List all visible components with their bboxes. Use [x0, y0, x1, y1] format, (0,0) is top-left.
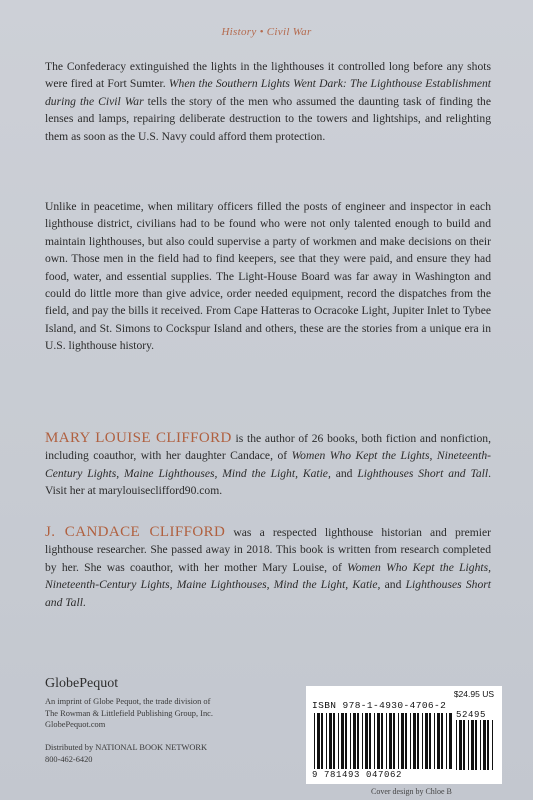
book-title: When the Southern Lights Went Dark: The Lighthouse Establishment during the Civil War	[45, 77, 491, 108]
bio1-last-book: Lighthouses Short and Tall	[357, 466, 489, 480]
description-paragraph-2: Unlike in peacetime, when military officers filled the posts of engineer and inspector in each lighthouse district, civilians had to be found who were not only talented enough to build and maintain lighthouses, but also could supervise a party of workmen and make decisions on their own. Those men in the field had to find keepers, see that they were paid, and ensure they had food, water, and essential supplies. The Light-House Board was far away in Washington and could do little more than give advice, order needed equipment, record the dispatches from the field, and pay the bills it received. From Cape Hatteras to Ocracoke Light, Jupiter Inlet to Tybee Island, and St. Simons to Cockspur Island and others, these are the stories from a unique era in U.S. lighthouse history.	[45, 200, 491, 353]
author-name-1: MARY LOUISE CLIFFORD	[45, 430, 232, 446]
distributor-line-2: 800-462-6420	[45, 754, 93, 764]
price-label: $24.95 US	[453, 689, 494, 699]
author-bio-1	[45, 430, 491, 500]
author-name-2: J. CANDACE CLIFFORD	[45, 524, 226, 540]
publisher-line-3: GlobePequot.com	[45, 720, 106, 730]
publisher-info	[45, 696, 213, 731]
bio1-books: Women Who Kept the Lights, Nineteenth-Century Lights, Maine Lighthouses, Mind the Light, Katie,	[45, 449, 491, 480]
ean-number: 9 781493 047062	[312, 770, 403, 780]
publisher-logo: GlobePequot	[45, 676, 119, 691]
cover-design-credit: Cover design by Chloe B	[371, 787, 452, 796]
distributor-line-1: Distributed by NATIONAL BOOK NETWORK	[45, 743, 208, 752]
bio1-text-b: . Visit her at marylouiseclifford90.com.	[45, 466, 491, 498]
bio1-text-a: is the author of 26 books, both fiction and nonfiction, including coauthor, with her daughter Candace, of	[45, 432, 491, 463]
bio2-text-b: .	[82, 595, 86, 609]
publisher-line-1: An imprint of Globe Pequot, the trade division of	[45, 697, 211, 706]
barcode-panel	[306, 686, 502, 784]
bio1-and: and	[330, 466, 358, 480]
ean-barcode-icon	[314, 713, 452, 769]
author-bio-2	[45, 524, 491, 611]
addon-barcode-icon	[456, 720, 496, 770]
desc-text-a: The Confederacy extinguished the lights in the lighthouses it controlled long before any shots were fired at Fort Sumter.	[45, 60, 491, 91]
bio2-text-a: was a respected lighthouse historian and premier lighthouse researcher. She passed away in 2018. This book is written from research completed by her. She was coauthor, with her mother Mary Louise, of	[45, 526, 492, 574]
description-paragraph-1	[45, 58, 491, 145]
bio2-last-book: Lighthouses Short and Tall	[45, 578, 491, 609]
bio2-books: Women Who Kept the Lights, Nineteenth-Century Lights, Maine Lighthouses, Mind the Light, Katie,	[45, 560, 491, 592]
distributor-info	[45, 742, 207, 765]
desc-text-b: tells the story of the men who assumed the daunting task of finding the lenses and lamps, repairing deliberate destruction to the towers and lightships, and relighting them as soon as the U.S. Navy could afford them protection.	[45, 94, 491, 143]
bio2-and: and	[380, 578, 406, 592]
isbn-label: ISBN 978-1-4930-4706-2	[312, 700, 447, 711]
category-label: History • Civil War	[221, 26, 312, 38]
price-addon-number: 52495	[456, 710, 487, 720]
publisher-line-2: The Rowman & Littlefield Publishing Group, Inc.	[45, 708, 213, 718]
